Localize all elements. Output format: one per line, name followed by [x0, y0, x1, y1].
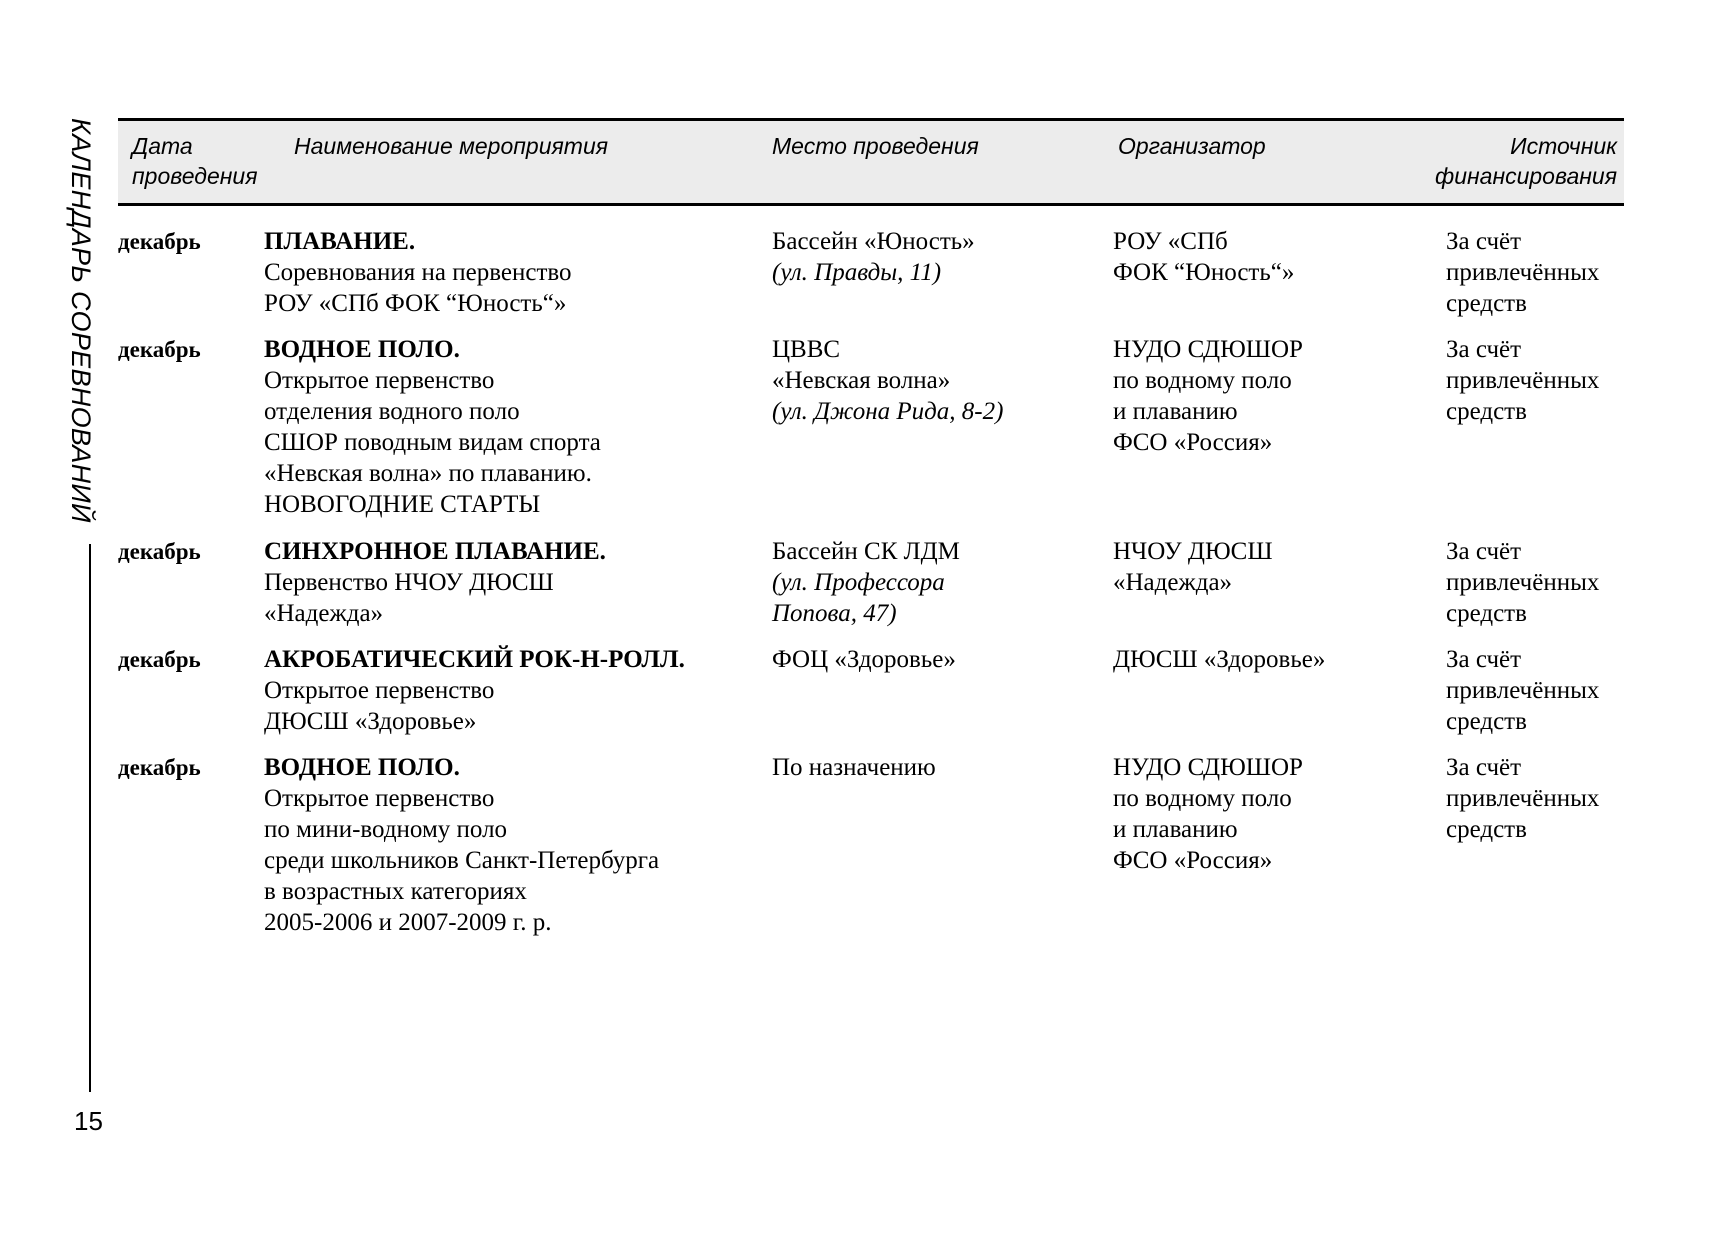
event-description-line: в возрастных категориях — [264, 878, 527, 905]
organizer-line: ДЮСШ «Здоровье» — [1113, 646, 1326, 673]
funding-line: средств — [1446, 816, 1527, 843]
table-row — [118, 644, 1624, 737]
cell-organizer — [1113, 644, 1446, 675]
cell-funding — [1446, 334, 1624, 427]
event-title: СИНХРОННОЕ ПЛАВАНИЕ. — [264, 538, 606, 565]
header-organizer: Организатор — [1118, 133, 1266, 159]
cell-date — [118, 644, 260, 675]
cell-funding — [1446, 226, 1624, 319]
event-description-line: РОУ «СПб ФОК “Юность“» — [264, 290, 567, 317]
table-row — [118, 536, 1624, 629]
event-description-line: НОВОГОДНИЕ СТАРТЫ — [264, 491, 541, 518]
header-date-line: Дата — [132, 133, 193, 159]
organizer-line: по водному поло — [1113, 785, 1292, 812]
event-title: ВОДНОЕ ПОЛО. — [264, 336, 460, 363]
funding-line: привлечённых — [1446, 259, 1600, 286]
funding-line: средств — [1446, 398, 1527, 425]
cell-place — [772, 334, 1113, 427]
place-line: По назначению — [772, 754, 936, 781]
header-funding — [1435, 131, 1617, 191]
cell-funding — [1446, 644, 1624, 737]
event-description-line: среди школьников Санкт-Петербурга — [264, 847, 660, 874]
funding-line: привлечённых — [1446, 677, 1600, 704]
organizer-line: ФСО «Россия» — [1113, 847, 1273, 874]
event-description-line: Первенство НЧОУ ДЮСШ — [264, 569, 554, 596]
event-description-line: «Невская волна» по плаванию. — [264, 460, 592, 487]
address-line: (ул. Профессора — [772, 569, 945, 596]
organizer-line: РОУ «СПб — [1113, 228, 1228, 255]
cell-place — [772, 226, 1113, 288]
header-date-line: проведения — [132, 163, 258, 189]
place-line: ФОЦ «Здоровье» — [772, 646, 956, 673]
side-rule — [89, 544, 91, 1092]
organizer-line: и плаванию — [1113, 816, 1238, 843]
event-description-line: ДЮСШ «Здоровье» — [264, 708, 477, 735]
event-description-line: Открытое первенство — [264, 677, 495, 704]
header-place: Место проведения — [772, 133, 979, 159]
organizer-line: НЧОУ ДЮСШ — [1113, 538, 1273, 565]
funding-line: средств — [1446, 290, 1527, 317]
organizer-line: ФОК “Юность“» — [1113, 259, 1295, 286]
cell-date — [118, 536, 260, 567]
header-funding-line: Источник — [1510, 133, 1617, 159]
cell-event — [260, 334, 772, 520]
funding-line: За счёт — [1446, 754, 1522, 781]
section-side-title: КАЛЕНДАРЬ СОРЕВНОВАНИЙ — [66, 118, 96, 523]
organizer-line: «Надежда» — [1113, 569, 1233, 596]
event-description-line: Открытое первенство — [264, 785, 495, 812]
cell-date — [118, 752, 260, 783]
date-text: декабрь — [118, 337, 201, 362]
date-text: декабрь — [118, 647, 201, 672]
cell-event — [260, 752, 772, 938]
header-date — [132, 131, 262, 191]
table-row — [118, 226, 1624, 319]
cell-funding — [1446, 752, 1624, 845]
funding-line: За счёт — [1446, 538, 1522, 565]
cell-place — [772, 752, 1113, 783]
event-title: ВОДНОЕ ПОЛО. — [264, 754, 460, 781]
cell-funding — [1446, 536, 1624, 629]
cell-date — [118, 226, 260, 257]
event-description-line: СШОР поводным видам спорта — [264, 429, 601, 456]
cell-organizer — [1113, 334, 1446, 458]
place-line: Бассейн «Юность» — [772, 228, 975, 255]
organizer-line: НУДО СДЮШОР — [1113, 754, 1303, 781]
cell-event — [260, 644, 772, 737]
competition-calendar-table — [118, 118, 1624, 936]
address-line: Попова, 47) — [772, 600, 897, 627]
funding-line: привлечённых — [1446, 785, 1600, 812]
event-title: ПЛАВАНИЕ. — [264, 228, 416, 255]
date-text: декабрь — [118, 229, 201, 254]
organizer-line: НУДО СДЮШОР — [1113, 336, 1303, 363]
event-description-line: отделения водного поло — [264, 398, 520, 425]
organizer-line: по водному поло — [1113, 367, 1292, 394]
table-row — [118, 752, 1624, 938]
header-funding-line: финансирования — [1434, 163, 1617, 189]
funding-line: средств — [1446, 600, 1527, 627]
cell-organizer — [1113, 752, 1446, 876]
cell-event — [260, 226, 772, 319]
organizer-line: и плаванию — [1113, 398, 1238, 425]
address-line: (ул. Джона Рида, 8-2) — [772, 398, 1004, 425]
funding-line: средств — [1446, 708, 1527, 735]
event-description-line: «Надежда» — [264, 600, 384, 627]
table-header — [118, 118, 1624, 206]
cell-place — [772, 536, 1113, 629]
cell-place — [772, 644, 1113, 675]
place-line: Бассейн СК ЛДМ — [772, 538, 960, 565]
funding-line: За счёт — [1446, 336, 1522, 363]
event-description-line: 2005-2006 и 2007-2009 г. р. — [264, 909, 552, 936]
funding-line: привлечённых — [1446, 367, 1600, 394]
header-event: Наименование мероприятия — [294, 133, 609, 159]
funding-line: За счёт — [1446, 228, 1522, 255]
event-title: АКРОБАТИЧЕСКИЙ РОК-Н-РОЛЛ. — [264, 646, 685, 673]
event-description-line: Соревнования на первенство — [264, 259, 572, 286]
address-line: (ул. Правды, 11) — [772, 259, 942, 286]
page-number: 15 — [74, 1106, 103, 1136]
cell-organizer — [1113, 536, 1446, 598]
date-text: декабрь — [118, 755, 201, 780]
cell-event — [260, 536, 772, 629]
funding-line: За счёт — [1446, 646, 1522, 673]
place-line: «Невская волна» — [772, 367, 951, 394]
cell-date — [118, 334, 260, 365]
event-description-line: Открытое первенство — [264, 367, 495, 394]
place-line: ЦВВС — [772, 336, 841, 363]
funding-line: привлечённых — [1446, 569, 1600, 596]
organizer-line: ФСО «Россия» — [1113, 429, 1273, 456]
date-text: декабрь — [118, 539, 201, 564]
table-row — [118, 334, 1624, 520]
cell-organizer — [1113, 226, 1446, 288]
event-description-line: по мини-водному поло — [264, 816, 508, 843]
